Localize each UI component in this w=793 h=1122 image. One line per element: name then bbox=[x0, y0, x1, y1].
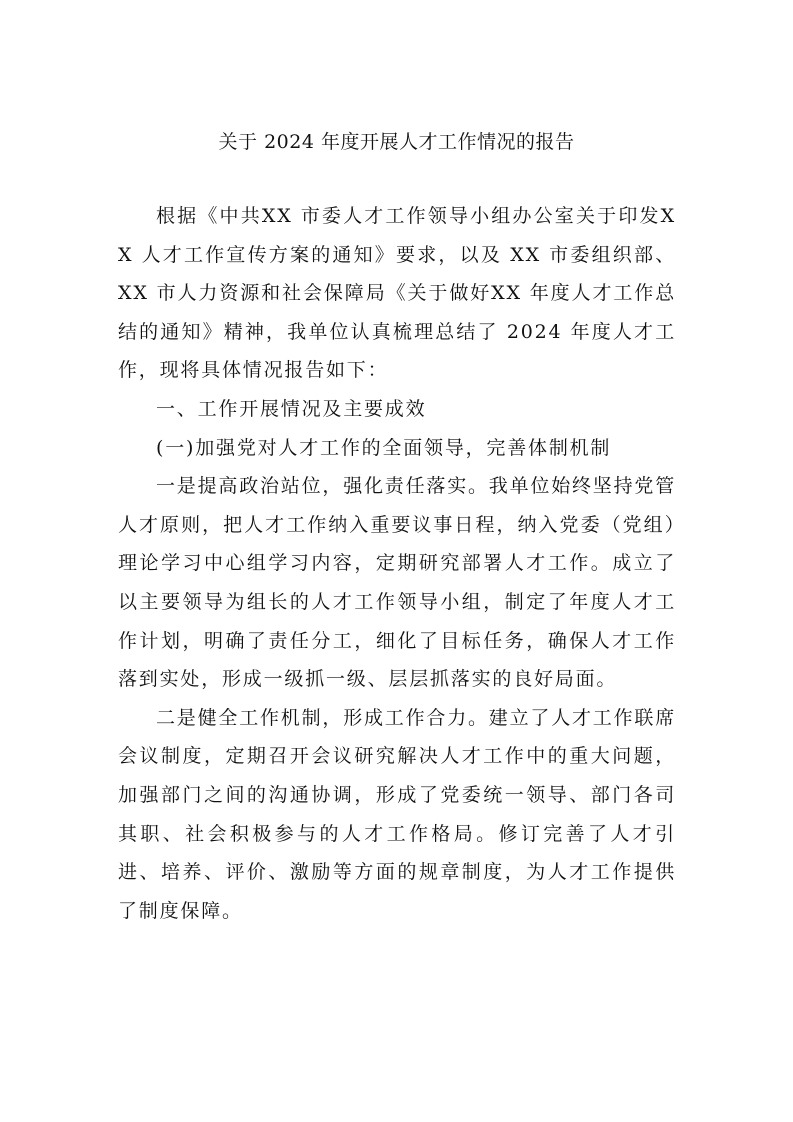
body-paragraph-1: 一是提高政治站位，强化责任落实。我单位始终坚持党管人才原则，把人才工作纳入重要议事日程，纳入党委（党组）理论学习中心组学习内容，定期研究部署人才工作。成立了以主要领导为组长的人才工作领导小组，制定了年度人才工作计划，明确了责任分工，细化了目标任务，确保人才工作落到实处，形成一级抓一级、层层抓落实的良好局面。 bbox=[118, 475, 677, 691]
document-title: 关于 2024 年度开展人才工作情况的报告 bbox=[218, 131, 575, 153]
document-body bbox=[118, 197, 676, 930]
section-heading: 一、工作开展情况及主要成效 bbox=[156, 397, 427, 420]
subsection-heading: (一)加强党对人才工作的全面领导，完善体制机制 bbox=[156, 436, 612, 459]
body-paragraph-2: 二是健全工作机制，形成工作合力。建立了人才工作联席会议制度，定期召开会议研究解决人才工作中的重大问题，加强部门之间的沟通协调，形成了党委统一领导、部门各司其职、社会积极参与的人才工作格局。修订完善了人才引进、培养、评价、激励等方面的规章制度，为人才工作提供了制度保障。 bbox=[118, 706, 677, 922]
intro-paragraph: 根据《中共XX 市委人才工作领导小组办公室关于印发XX 人才工作宣传方案的通知》要求，以及 XX 市委组织部、XX 市人力资源和社会保障局《关于做好XX 年度人才工作总结的通知》精神，我单位认真梳理总结了 2024 年度人才工作，现将具体情况报告如下： bbox=[118, 205, 676, 382]
